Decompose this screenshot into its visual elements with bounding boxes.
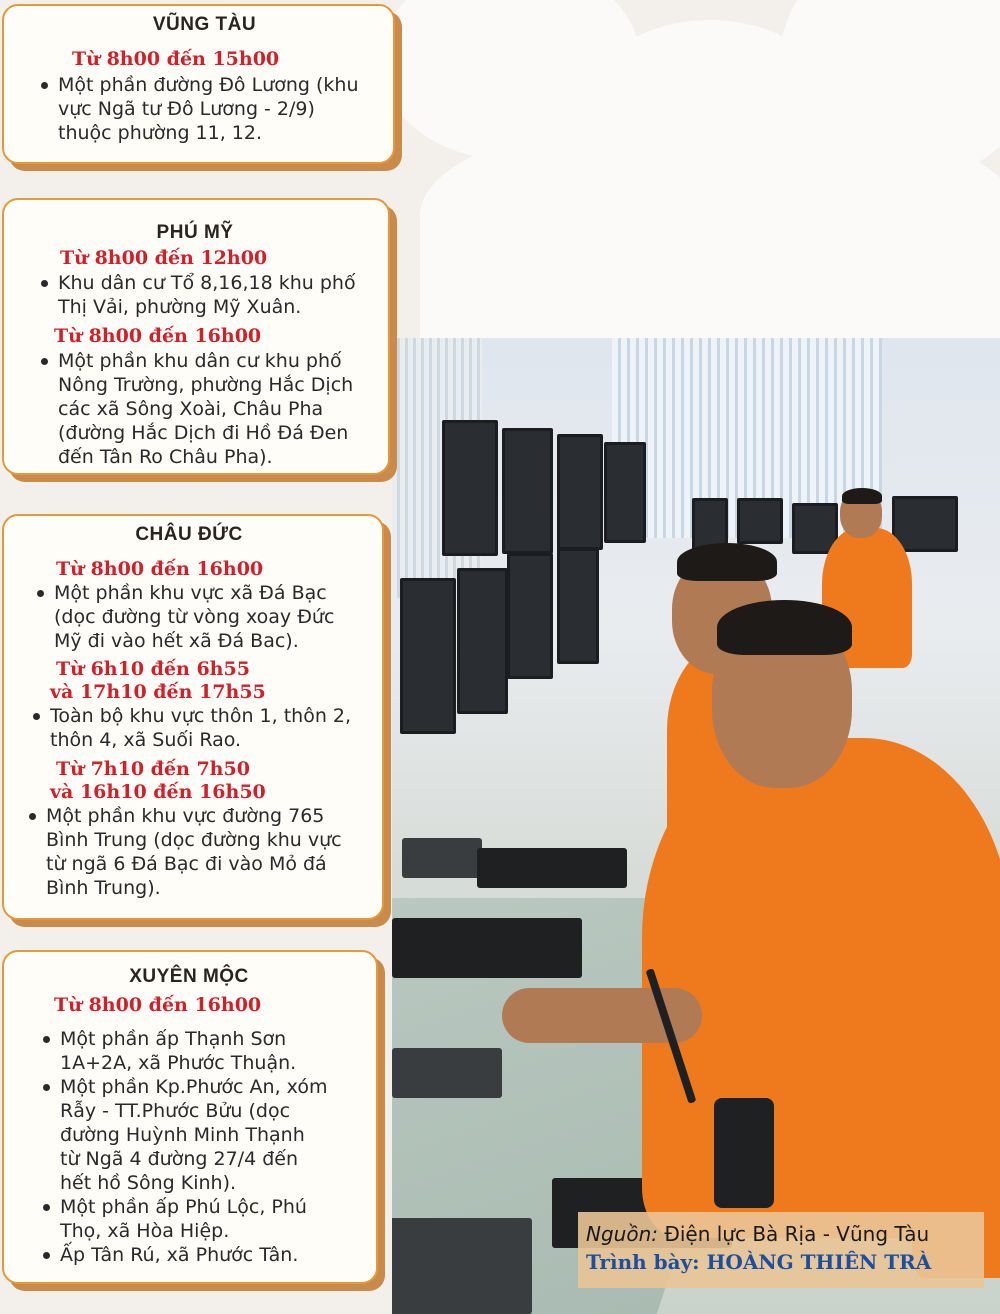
monitor bbox=[737, 498, 783, 544]
monitor bbox=[557, 548, 599, 664]
monitor bbox=[442, 420, 498, 556]
list-item: Toàn bộ khu vực thôn 1, thôn 2, thôn 4, xã Suối Rao. bbox=[50, 704, 358, 752]
time-range: Từ 8h00 đến 16h00 bbox=[56, 558, 264, 580]
card-title: VŨNG TÀU bbox=[152, 14, 257, 35]
time-range: Từ 8h00 đến 16h00 bbox=[54, 325, 262, 347]
list-item: Một phần Kp.Phước An, xóm Rẫy - TT.Phước Bửu (dọc đường Huỳnh Minh Thạnh từ Ngã 4 đường 27/4 đến hết hồ Sông Kinh). bbox=[60, 1076, 328, 1194]
card-title: PHÚ MỸ bbox=[156, 222, 234, 243]
list-item: Ấp Tân Rú, xã Phước Tân. bbox=[60, 1243, 328, 1267]
time-range: Từ 8h00 đến 12h00 bbox=[60, 247, 268, 269]
card-vung-tau bbox=[2, 4, 395, 164]
time-range: và 17h10 đến 17h55 bbox=[50, 681, 266, 703]
card-title: XUYÊN MỘC bbox=[129, 966, 249, 987]
control-room-photo bbox=[392, 338, 1000, 1314]
source-line bbox=[586, 1222, 976, 1246]
time-range: Từ 7h10 đến 7h50 bbox=[56, 758, 250, 780]
worker-figure bbox=[717, 600, 852, 655]
list-item: Một phần đường Đô Lương (khu vực Ngã tư Đô Lương - 2/9) thuộc phường 11, 12. bbox=[58, 73, 363, 145]
mouse-pad bbox=[477, 848, 627, 888]
worker-figure bbox=[842, 488, 882, 504]
walkie-talkie bbox=[714, 1098, 774, 1208]
cloud-decoration bbox=[420, 120, 1000, 360]
worker-figure bbox=[677, 543, 777, 581]
area-list bbox=[38, 271, 362, 319]
credit-box bbox=[578, 1212, 984, 1288]
area-list bbox=[34, 581, 358, 653]
monitor bbox=[457, 568, 508, 714]
time-range: Từ 8h00 đến 16h00 bbox=[54, 994, 262, 1016]
monitor bbox=[557, 434, 603, 550]
mouse-pad bbox=[392, 918, 582, 978]
area-list bbox=[38, 73, 363, 145]
time-range: và 16h10 đến 16h50 bbox=[50, 781, 266, 803]
monitor bbox=[604, 442, 646, 543]
keyboard bbox=[392, 1048, 502, 1098]
area-list bbox=[26, 804, 358, 900]
area-list bbox=[40, 1027, 328, 1267]
monitor bbox=[892, 496, 958, 552]
source-value: Điện lực Bà Rịa - Vũng Tàu bbox=[664, 1222, 930, 1246]
time-range: Từ 8h00 đến 15h00 bbox=[72, 48, 280, 70]
monitor bbox=[400, 578, 456, 734]
list-item: Một phần khu vực xã Đá Bạc (dọc đường từ vòng xoay Đức Mỹ đi vào hết xã Đá Bac). bbox=[54, 581, 358, 653]
source-label: Nguồn: bbox=[586, 1222, 658, 1246]
card-title: CHÂU ĐỨC bbox=[135, 524, 243, 545]
list-item: Một phần ấp Phú Lộc, Phú Thọ, xã Hòa Hiệp. bbox=[60, 1195, 328, 1243]
area-list bbox=[38, 349, 362, 469]
card-phu-my bbox=[2, 198, 390, 475]
area-list bbox=[30, 704, 358, 752]
list-item: Một phần khu vực đường 765 Bình Trung (dọc đường khu vực từ ngã 6 Đá Bạc đi vào Mỏ đá Bình Trung). bbox=[46, 804, 358, 900]
card-chau-duc bbox=[2, 514, 384, 920]
card-xuyen-moc bbox=[2, 950, 378, 1284]
time-range: Từ 6h10 đến 6h55 bbox=[56, 658, 250, 680]
list-item: Khu dân cư Tổ 8,16,18 khu phố Thị Vải, phường Mỹ Xuân. bbox=[58, 271, 362, 319]
list-item: Một phần ấp Thạnh Sơn 1A+2A, xã Phước Thuận. bbox=[60, 1027, 328, 1075]
monitor bbox=[507, 553, 553, 679]
author-line: Trình bày: HOÀNG THIÊN TRÀ bbox=[586, 1250, 932, 1274]
keyboard bbox=[402, 838, 482, 878]
list-item: Một phần khu dân cư khu phố Nông Trường, phường Hắc Dịch các xã Sông Xoài, Châu Pha (đường Hắc Dịch đi Hồ Đá Đen đến Tân Ro Châu Pha). bbox=[58, 349, 362, 469]
keyboard bbox=[392, 1218, 532, 1314]
monitor bbox=[502, 428, 553, 554]
